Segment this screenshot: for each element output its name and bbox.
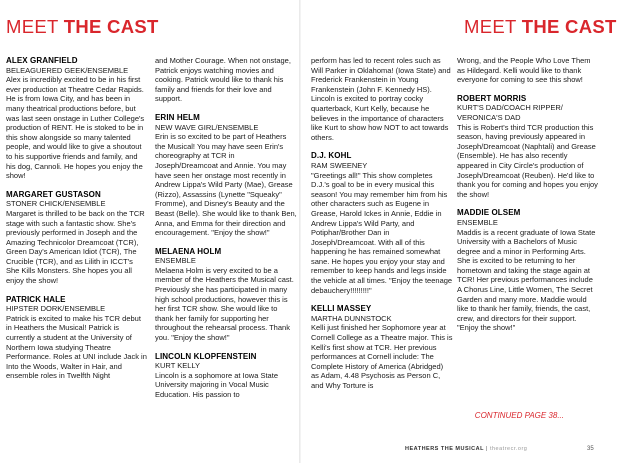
cast-member-bio: Lincoln is a sophomore at Iowa State University majoring in Vocal Music Education. His passion to xyxy=(155,370,278,399)
cast-entry xyxy=(311,56,453,142)
cast-column-3 xyxy=(311,56,453,400)
page-gutter xyxy=(299,0,301,463)
cast-entry xyxy=(6,190,148,286)
heading-bold: THE CAST xyxy=(521,16,617,37)
cast-member-name: D.J. KOHL xyxy=(311,151,352,161)
cast-member-name: MELAENA HOLM xyxy=(155,246,222,256)
cast-member-name: KELLI MASSEY xyxy=(311,304,372,314)
cast-member-bio: Melaena Holm is very excited to be a member of the Heathers the Musical cast. Previously she has participated in many high school productions, however this is her first TCR show. She would like to thank her family for supporting her throughout the rehearsal process. Thank you. "Enjoy the show!" xyxy=(155,265,294,343)
cast-column-1 xyxy=(6,56,148,390)
heading-bold: THE CAST xyxy=(63,16,159,37)
cast-entry xyxy=(311,304,453,390)
cast-member-bio: Wrong, and the People Who Love Them as Hildegard. Kelli would like to thank everyone for coming to see this show! xyxy=(457,56,591,85)
cast-member-role: STONER CHICK/ENSEMBLE xyxy=(6,199,106,209)
cast-entry xyxy=(457,94,599,200)
cast-member-name: PATRICK HALE xyxy=(6,294,66,304)
cast-entry xyxy=(6,56,148,181)
cast-member-role: KURT'S DAD/COACH RIPPER/ VERONICA'S DAD xyxy=(457,103,563,122)
cast-entry xyxy=(155,352,297,400)
cast-column-4 xyxy=(457,56,599,342)
cast-member-bio: Patrick is excited to make his TCR debut in Heathers the Musical! Patrick is currently a student at the University of Northern Iowa studying Theatre Performance. Roles at UNI include Jack in Into the Woods, Walter in Hair, and ensemble roles in Twelfth Night xyxy=(6,313,147,381)
cast-member-role: MARTHA DUNNSTOCK xyxy=(311,313,392,323)
cast-member-bio: Erin is so excited to be part of Heathers the Musical! You may have seen Erin's choreography at TCR in Joseph/Dreamcoat and Annie. You may have seen her onstage most recently in Andrew Lippa's Wild Party (Mae), Grease (Rizzo), Assassins (Lynette "Squeaky" Fromme), and Disney's Beauty and the Beast (Belle). She would like to thank Ben, Anna, and Emma for their direction and encouragement. "Enjoy the show!" xyxy=(155,132,297,238)
cast-member-role: HIPSTER DORK/ENSEMBLE xyxy=(6,304,106,314)
cast-member-bio: Kelli just finished her Sophomore year at Cornell College as a Theatre major. This is Kelli's first show at TCR. Her previous performances at Cornell include: The Complete History of America (Abridged) as Adam, 4.48 Psychosis as Person C, and Why Torture is xyxy=(311,323,453,390)
continued-note: CONTINUED PAGE 38... xyxy=(474,411,564,420)
cast-member-role: RAM SWEENEY xyxy=(311,160,368,170)
cast-member-bio: Maddis is a recent graduate of Iowa State University with a Bachelors of Music degree and a minor in Performing Arts. She is excited to be returning to her hometown and taking the stage again at TCR! Her previous performances include A Chorus Line, Little Women, The Secret Garden and many more. Maddie would like to thank her family, friends, the cast, crew, and directors for their support. "Enjoy the show!" xyxy=(457,227,596,333)
cast-member-role: ENSEMBLE xyxy=(457,217,498,227)
cast-column-2 xyxy=(155,56,297,409)
cast-member-bio: This is Robert's third TCR production this season, having previously appeared in Joseph/Dreamcoat (Naphtali) and Grease (Ensemble). He has also recently appeared in City Circle's production of Joseph/Dreamcoat (Reuben). He'd like to thank you for coming and hopes you enjoy the show! xyxy=(457,122,598,199)
page-number: 35 xyxy=(587,446,594,452)
cast-member-bio: perform has led to recent roles such as Will Parker in Oklahoma! (Iowa State) and Frederick Frankenstein in Young Frankenstein (John F. Kennedy HS). Lincoln is excited to portray cocky quarterback, Kurt Kelly, because he believes in the importance of characters like Kurt to show how NOT to act towards others. xyxy=(311,56,451,142)
cast-member-name: MARGARET GUSTASON xyxy=(6,189,101,199)
cast-member-bio: and Mother Courage. When not onstage, Patrick enjoys watching movies and cooking. Patrick would like to thank his family and friends for their love and support. xyxy=(155,56,291,104)
cast-entry xyxy=(155,247,297,343)
page-footer xyxy=(405,446,527,452)
cast-member-role: BELEAGUERED GEEK/ENSEMBLE xyxy=(6,65,129,75)
cast-member-bio: Margaret is thrilled to be back on the TCR stage with such a fantastic show. She's previously performed in Joseph and the Amazing Technicolor Dreamcoat (TCR), Green Day's American Idiot (TCR), The Crucible (TCR), and as Lilith in ICCT's She Kills Monsters. She hopes you all enjoy the show! xyxy=(6,208,145,286)
cast-entry xyxy=(6,295,148,381)
heading-light: MEET xyxy=(6,16,59,37)
footer-separator: | xyxy=(486,446,488,452)
cast-member-role: ENSEMBLE xyxy=(155,256,196,266)
heading-meet-the-cast-right xyxy=(464,16,617,38)
cast-entry xyxy=(155,56,297,104)
cast-member-name: ERIN HELM xyxy=(155,112,200,122)
cast-entry xyxy=(311,151,453,295)
cast-member-bio: Alex is incredibly excited to be in his first ever production at Theatre Cedar Rapids. He is from Iowa City, and has been in many theatrical productions before, but was last seen onstage in Luther College's production of RENT. He is stoked to be in this show alongside so many talented people, and would like to give a shoutout to his supportive friends and family, and his dog, Cannoli. He hopes you enjoy the show! xyxy=(6,75,145,181)
cast-entry xyxy=(457,208,599,333)
cast-member-name: ROBERT MORRIS xyxy=(457,93,527,103)
cast-member-role: NEW WAVE GIRL/ENSEMBLE xyxy=(155,122,259,132)
cast-member-bio: "Greetings all!" This show completes D.J.'s goal to be in every musical this season! You may remember him from his other characters such as Eugene in Grease, Harold Ickes in Annie, Eddie in Andrew Lippa's Wild Party, and Potiphar/Brother Dan in Joseph/Dreamcoat. With all of this happening he has remained somewhat sane. He hopes you enjoy your stay and remember to keep hands and legs inside the vehicle at all times. "Enjoy the teenage debauchery!!!!!!!!!" xyxy=(311,170,453,295)
heading-light: MEET xyxy=(464,16,517,37)
cast-member-role: KURT KELLY xyxy=(155,361,201,371)
footer-website: theatrecr.org xyxy=(489,446,528,452)
cast-member-name: MADDIE OLSEM xyxy=(457,208,521,218)
cast-entry xyxy=(155,113,297,238)
footer-show-title: HEATHERS THE MUSICAL xyxy=(405,446,484,452)
cast-member-name: LINCOLN KLOPFENSTEIN xyxy=(155,351,257,361)
cast-entry xyxy=(457,56,599,85)
cast-member-name: ALEX GRANFIELD xyxy=(6,56,78,65)
heading-meet-the-cast-left xyxy=(6,16,159,38)
